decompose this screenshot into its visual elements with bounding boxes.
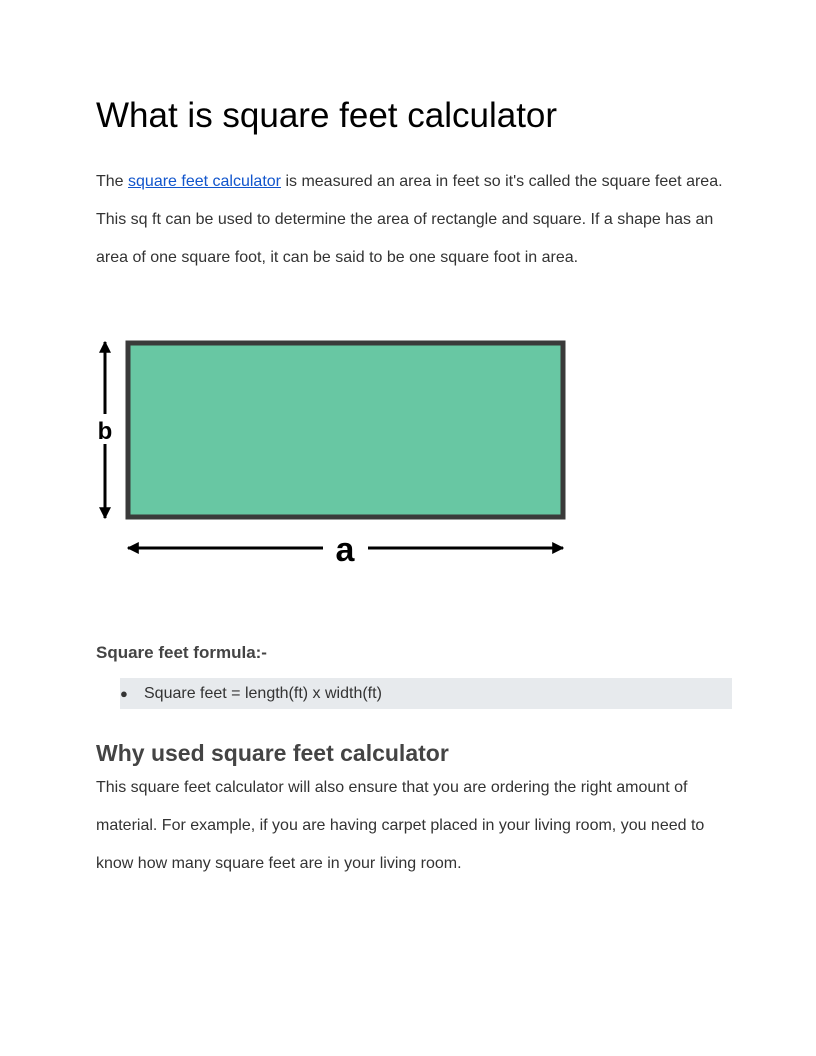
- formula-list: [120, 678, 732, 709]
- rectangle-shape: [128, 343, 563, 517]
- square-feet-calculator-link[interactable]: square feet calculator: [128, 173, 281, 190]
- intro-text-rest: is measured an area in feet so it's called the square feet area. This sq ft can be used to determine the area of rectangle and square. If a shape has an area of one square foot, it can be said to be one square foot in area.: [96, 173, 723, 266]
- intro-paragraph: [96, 163, 732, 277]
- width-label: a: [335, 531, 355, 569]
- page-title: What is square feet calculator: [96, 96, 558, 135]
- why-heading: Why used square feet calculator: [96, 740, 449, 766]
- intro-text-start: The: [96, 173, 129, 190]
- bullet-icon: ●: [120, 686, 128, 701]
- height-label: b: [97, 418, 113, 445]
- formula-list-item: [120, 678, 732, 709]
- rectangle-diagram-svg: [96, 335, 576, 575]
- formula-text: Square feet = length(ft) x width(ft): [144, 685, 382, 702]
- rectangle-diagram: [96, 335, 576, 575]
- why-paragraph: This square feet calculator will also ensure that you are ordering the right amount of material. For example, if you are having carpet placed in your living room, you need to know how many square feet are in your living room.: [96, 779, 705, 872]
- formula-heading: Square feet formula:-: [96, 643, 267, 662]
